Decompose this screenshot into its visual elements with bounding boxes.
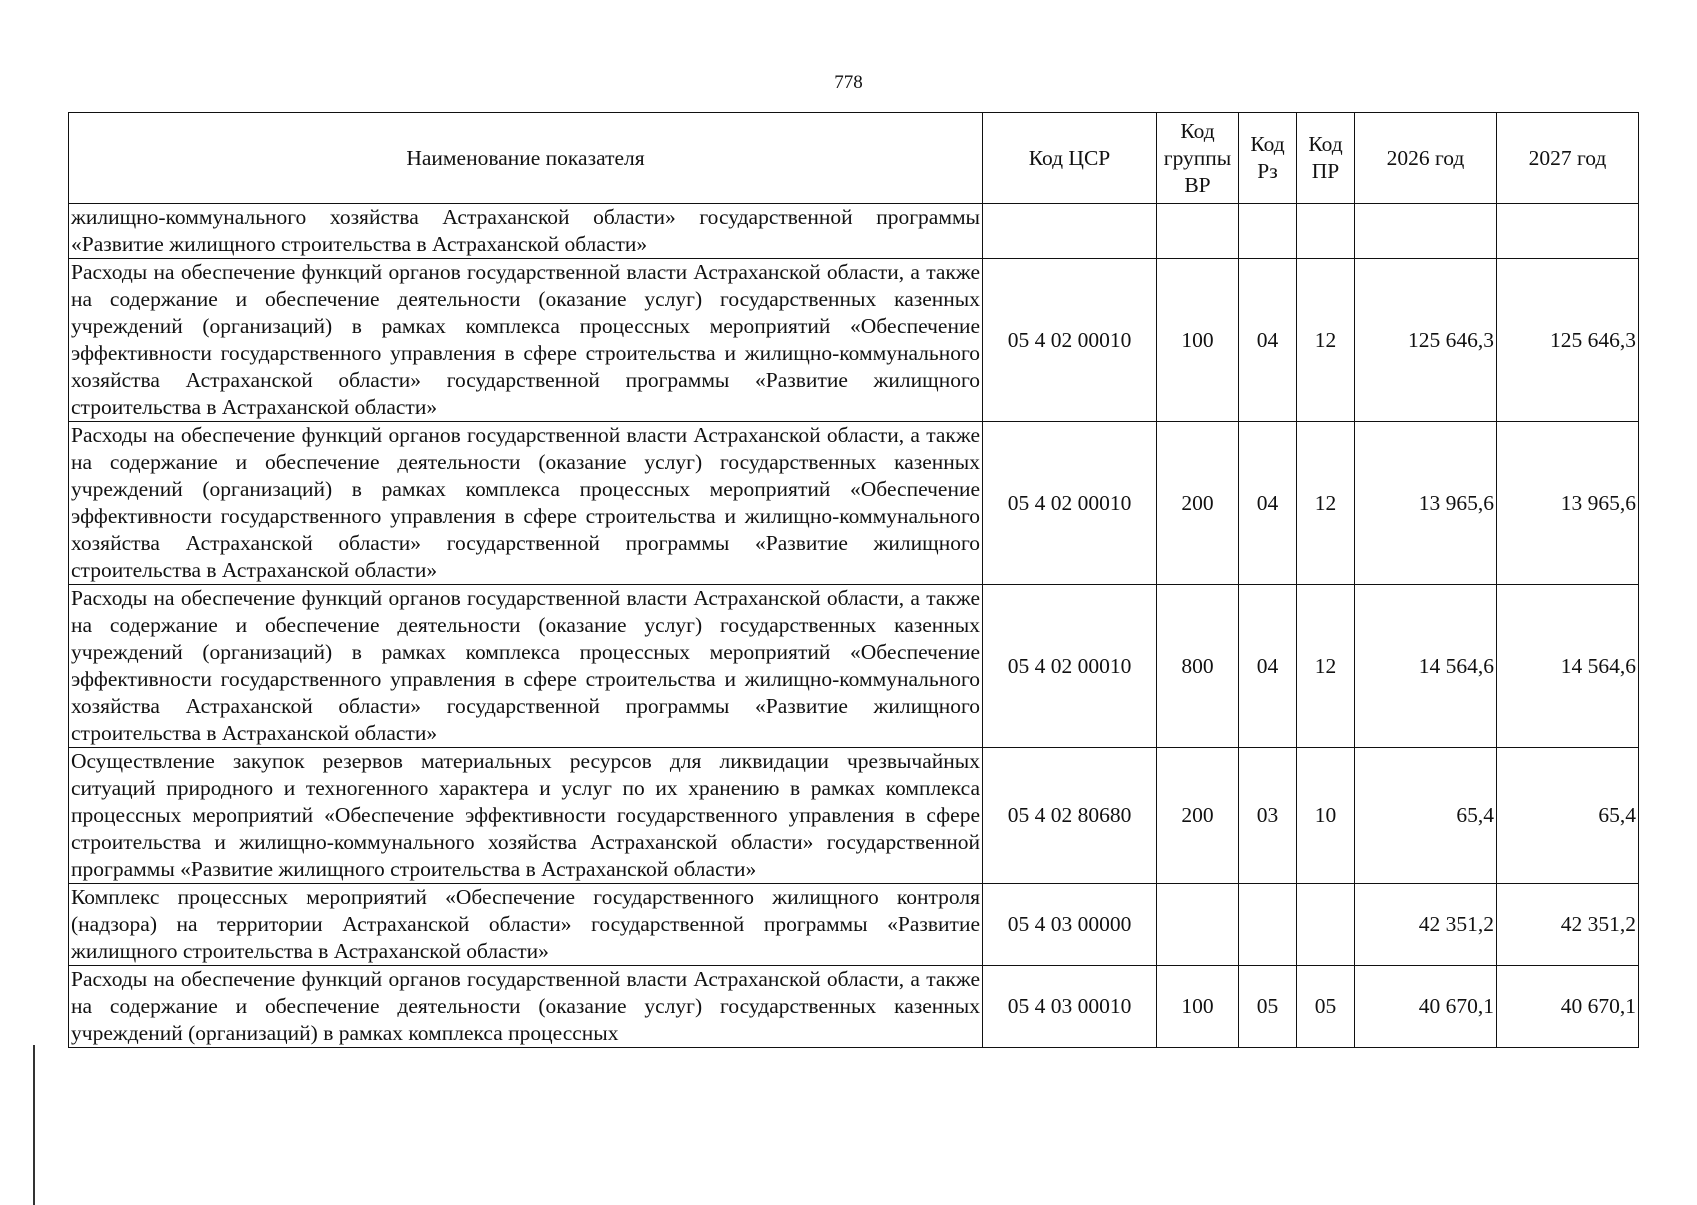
row-vr-code: 800 <box>1157 585 1239 748</box>
row-vr-code <box>1157 884 1239 966</box>
row-value-2027: 125 646,3 <box>1497 259 1639 422</box>
row-value-2027: 40 670,1 <box>1497 966 1639 1048</box>
header-rz-code: Код Рз <box>1239 113 1297 204</box>
row-rz-code: 03 <box>1239 748 1297 884</box>
row-csr-code: 05 4 02 00010 <box>983 422 1157 585</box>
header-vr-code: Код группы ВР <box>1157 113 1239 204</box>
row-vr-code: 200 <box>1157 422 1239 585</box>
row-pr-code: 12 <box>1297 422 1355 585</box>
table-row <box>69 966 1639 1048</box>
row-value-2026: 40 670,1 <box>1355 966 1497 1048</box>
table-header-row <box>69 113 1639 204</box>
row-csr-code <box>983 204 1157 259</box>
row-value-2027 <box>1497 204 1639 259</box>
table-row <box>69 259 1639 422</box>
row-vr-code <box>1157 204 1239 259</box>
row-pr-code: 05 <box>1297 966 1355 1048</box>
row-rz-code: 05 <box>1239 966 1297 1048</box>
row-value-2027: 65,4 <box>1497 748 1639 884</box>
row-pr-code <box>1297 204 1355 259</box>
row-value-2026: 42 351,2 <box>1355 884 1497 966</box>
header-2027: 2027 год <box>1497 113 1639 204</box>
row-value-2026: 125 646,3 <box>1355 259 1497 422</box>
row-rz-code: 04 <box>1239 422 1297 585</box>
row-name: Расходы на обеспечение функций органов государственной власти Астраханской области, а также на содержание и обеспечение деятельности (оказание услуг) государственных казенных учреждений (организаций) в рамках комплекса процессных мероприятий «Обеспечение эффективности государственного управления в сфере строительства и жилищно-коммунального хозяйства Астраханской области» государственной программы «Развитие жилищного строительства в Астраханской области» <box>69 585 983 748</box>
row-rz-code <box>1239 884 1297 966</box>
row-rz-code: 04 <box>1239 585 1297 748</box>
budget-table <box>68 112 1639 1048</box>
row-csr-code: 05 4 03 00000 <box>983 884 1157 966</box>
row-vr-code: 200 <box>1157 748 1239 884</box>
row-value-2027: 42 351,2 <box>1497 884 1639 966</box>
page-number: 778 <box>834 72 863 93</box>
row-name: Комплекс процессных мероприятий «Обеспечение государственного жилищного контроля (надзора) на территории Астраханской области» государственной программы «Развитие жилищного строительства в Астраханской области» <box>69 884 983 966</box>
scan-margin-line <box>33 1045 35 1205</box>
row-name: Осуществление закупок резервов материальных ресурсов для ликвидации чрезвычайных ситуаций природного и техногенного характера и услуг по их хранению в рамках комплекса процессных мероприятий «Обеспечение эффективности государственного управления в сфере строительства и жилищно-коммунального хозяйства Астраханской области» государственной программы «Развитие жилищного строительства в Астраханской области» <box>69 748 983 884</box>
row-name: Расходы на обеспечение функций органов государственной власти Астраханской области, а также на содержание и обеспечение деятельности (оказание услуг) государственных казенных учреждений (организаций) в рамках комплекса процессных мероприятий «Обеспечение эффективности государственного управления в сфере строительства и жилищно-коммунального хозяйства Астраханской области» государственной программы «Развитие жилищного строительства в Астраханской области» <box>69 259 983 422</box>
row-value-2026 <box>1355 204 1497 259</box>
row-value-2027: 14 564,6 <box>1497 585 1639 748</box>
header-name: Наименование показателя <box>69 113 983 204</box>
row-name: жилищно-коммунального хозяйства Астраханской области» государственной программы «Развитие жилищного строительства в Астраханской области» <box>69 204 983 259</box>
header-csr-code: Код ЦСР <box>983 113 1157 204</box>
row-csr-code: 05 4 02 00010 <box>983 585 1157 748</box>
row-name: Расходы на обеспечение функций органов государственной власти Астраханской области, а также на содержание и обеспечение деятельности (оказание услуг) государственных казенных учреждений (организаций) в рамках комплекса процессных <box>69 966 983 1048</box>
row-value-2027: 13 965,6 <box>1497 422 1639 585</box>
row-rz-code <box>1239 204 1297 259</box>
row-rz-code: 04 <box>1239 259 1297 422</box>
table-row <box>69 204 1639 259</box>
header-2026: 2026 год <box>1355 113 1497 204</box>
table-row <box>69 884 1639 966</box>
row-pr-code: 12 <box>1297 259 1355 422</box>
row-vr-code: 100 <box>1157 259 1239 422</box>
row-pr-code: 12 <box>1297 585 1355 748</box>
row-value-2026: 14 564,6 <box>1355 585 1497 748</box>
row-csr-code: 05 4 03 00010 <box>983 966 1157 1048</box>
table-row <box>69 585 1639 748</box>
row-value-2026: 13 965,6 <box>1355 422 1497 585</box>
row-pr-code: 10 <box>1297 748 1355 884</box>
row-value-2026: 65,4 <box>1355 748 1497 884</box>
row-name: Расходы на обеспечение функций органов государственной власти Астраханской области, а также на содержание и обеспечение деятельности (оказание услуг) государственных казенных учреждений (организаций) в рамках комплекса процессных мероприятий «Обеспечение эффективности государственного управления в сфере строительства и жилищно-коммунального хозяйства Астраханской области» государственной программы «Развитие жилищного строительства в Астраханской области» <box>69 422 983 585</box>
table-row <box>69 748 1639 884</box>
row-pr-code <box>1297 884 1355 966</box>
row-csr-code: 05 4 02 80680 <box>983 748 1157 884</box>
table-row <box>69 422 1639 585</box>
header-pr-code: Код ПР <box>1297 113 1355 204</box>
row-vr-code: 100 <box>1157 966 1239 1048</box>
row-csr-code: 05 4 02 00010 <box>983 259 1157 422</box>
